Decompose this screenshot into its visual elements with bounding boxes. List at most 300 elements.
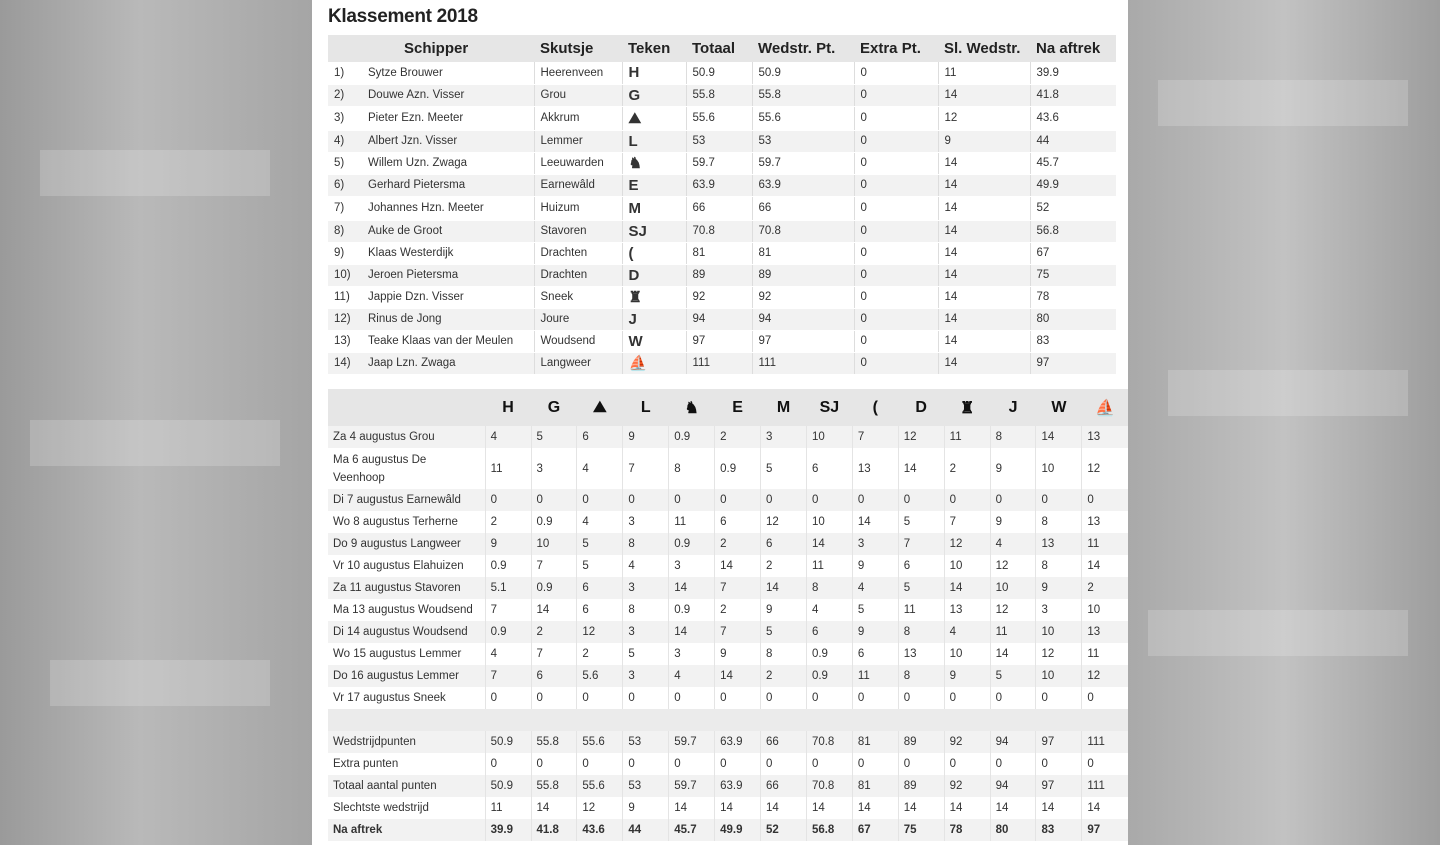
races-cell: 55.8	[531, 775, 577, 797]
ranking-cell-skutsje: Stavoren	[534, 220, 622, 242]
ranking-cell-wedstr: 97	[752, 330, 854, 352]
races-cell: 50.9	[485, 775, 531, 797]
races-cell: 0	[1082, 489, 1128, 511]
races-row-label: Slechtste wedstrijd	[328, 797, 485, 819]
ranking-cell-extra: 0	[854, 308, 938, 330]
ranking-cell-wedstr: 94	[752, 308, 854, 330]
ranking-cell-extra: 0	[854, 152, 938, 174]
races-cell: 0.9	[715, 448, 761, 489]
races-row	[328, 731, 1128, 753]
ranking-cell-teken: ♜	[622, 286, 686, 308]
races-cell: 13	[898, 643, 944, 665]
races-cell: 0	[577, 489, 623, 511]
ranking-cell-pos: 2)	[328, 84, 360, 106]
races-cell: 4	[669, 665, 715, 687]
ranking-cell-totaal: 97	[686, 330, 752, 352]
races-row-label: Vr 10 augustus Elahuizen	[328, 555, 485, 577]
ranking-cell-skutsje: Lemmer	[534, 130, 622, 152]
ranking-cell-schipper: Klaas Westerdijk	[360, 242, 534, 264]
races-cell: 55.6	[577, 775, 623, 797]
ranking-row	[328, 264, 1116, 286]
races-cell: 52	[761, 819, 807, 841]
ranking-cell-totaal: 66	[686, 196, 752, 220]
ranking-row	[328, 286, 1116, 308]
races-cell: 97	[1036, 731, 1082, 753]
races-cell: 4	[806, 599, 852, 621]
races-row-label: Wo 15 augustus Lemmer	[328, 643, 485, 665]
races-cell: 14	[669, 797, 715, 819]
ranking-cell-wedstr: 59.7	[752, 152, 854, 174]
ranking-row	[328, 330, 1116, 352]
races-row-label: Do 9 augustus Langweer	[328, 533, 485, 555]
ranking-cell-schipper: Pieter Ezn. Meeter	[360, 106, 534, 130]
races-cell: 12	[577, 797, 623, 819]
races-cell: 0	[806, 753, 852, 775]
ranking-cell-skutsje: Huizum	[534, 196, 622, 220]
races-cell: 111	[1082, 731, 1128, 753]
races-cell: 5	[852, 599, 898, 621]
ranking-cell-totaal: 81	[686, 242, 752, 264]
races-cell: 7	[485, 599, 531, 621]
races-cell: 8	[1036, 555, 1082, 577]
races-cell: 8	[898, 621, 944, 643]
races-cell: 8	[1036, 511, 1082, 533]
races-row-label: Na aftrek	[328, 819, 485, 841]
ranking-cell-extra: 0	[854, 352, 938, 374]
ranking-cell-sl: 9	[938, 130, 1030, 152]
ranking-cell-extra: 0	[854, 130, 938, 152]
races-header-symbol: ⛵	[1082, 389, 1128, 426]
races-cell: 53	[623, 775, 669, 797]
ranking-cell-extra: 0	[854, 62, 938, 84]
races-cell: 6	[577, 426, 623, 448]
ranking-cell-totaal: 111	[686, 352, 752, 374]
races-cell: 11	[852, 665, 898, 687]
races-cell: 0	[1036, 489, 1082, 511]
races-cell: 0	[669, 753, 715, 775]
ranking-row	[328, 196, 1116, 220]
races-cell: 9	[1036, 577, 1082, 599]
races-cell: 45.7	[669, 819, 715, 841]
ranking-cell-schipper: Jappie Dzn. Visser	[360, 286, 534, 308]
races-cell: 0	[531, 753, 577, 775]
races-cell: 2	[715, 426, 761, 448]
background-blur-left	[0, 0, 312, 845]
races-cell: 5.6	[577, 665, 623, 687]
ranking-header-row	[328, 35, 1116, 62]
races-row	[328, 426, 1128, 448]
ranking-cell-sl: 14	[938, 242, 1030, 264]
ranking-cell-extra: 0	[854, 330, 938, 352]
races-cell: 6	[531, 665, 577, 687]
ranking-cell-schipper: Jaap Lzn. Zwaga	[360, 352, 534, 374]
ranking-cell-skutsje: Joure	[534, 308, 622, 330]
races-cell: 14	[1082, 797, 1128, 819]
races-cell: 0	[485, 753, 531, 775]
blur-band	[1158, 80, 1408, 126]
races-cell: 14	[990, 797, 1036, 819]
races-cell: 0.9	[669, 533, 715, 555]
ranking-header-teken: Teken	[622, 35, 686, 62]
ranking-cell-wedstr: 63.9	[752, 174, 854, 196]
races-cell: 10	[1082, 599, 1128, 621]
races-cell: 81	[852, 731, 898, 753]
races-cell: 0	[577, 687, 623, 709]
ranking-cell-na: 56.8	[1030, 220, 1116, 242]
races-row	[328, 753, 1128, 775]
races-cell: 2	[944, 448, 990, 489]
ranking-row	[328, 106, 1116, 130]
ranking-cell-pos: 10)	[328, 264, 360, 286]
ranking-cell-totaal: 94	[686, 308, 752, 330]
ranking-cell-na: 43.6	[1030, 106, 1116, 130]
ranking-row	[328, 62, 1116, 84]
races-cell: 11	[944, 426, 990, 448]
races-row-label: Di 14 augustus Woudsend	[328, 621, 485, 643]
races-cell: 9	[715, 643, 761, 665]
races-cell: 14	[1036, 426, 1082, 448]
ranking-row	[328, 130, 1116, 152]
races-cell: 4	[944, 621, 990, 643]
races-cell: 4	[577, 511, 623, 533]
races-cell: 2	[577, 643, 623, 665]
races-cell: 0	[531, 687, 577, 709]
races-cell: 0	[669, 489, 715, 511]
ranking-cell-wedstr: 50.9	[752, 62, 854, 84]
races-cell: 80	[990, 819, 1036, 841]
ranking-cell-sl: 12	[938, 106, 1030, 130]
races-row	[328, 599, 1128, 621]
races-cell: 12	[990, 599, 1036, 621]
races-cell: 0	[990, 489, 1036, 511]
races-cell: 14	[898, 797, 944, 819]
races-header-symbol: ⛰	[577, 389, 623, 426]
ranking-cell-totaal: 63.9	[686, 174, 752, 196]
races-cell: 14	[1082, 555, 1128, 577]
races-cell: 13	[1082, 511, 1128, 533]
races-cell: 3	[623, 665, 669, 687]
races-cell: 83	[1036, 819, 1082, 841]
races-row-label: Ma 13 augustus Woudsend	[328, 599, 485, 621]
races-cell: 5	[577, 555, 623, 577]
ranking-cell-skutsje: Heerenveen	[534, 62, 622, 84]
ranking-cell-na: 78	[1030, 286, 1116, 308]
races-cell: 10	[806, 426, 852, 448]
races-cell: 89	[898, 775, 944, 797]
races-cell: 0	[852, 687, 898, 709]
ranking-cell-sl: 11	[938, 62, 1030, 84]
ranking-cell-pos: 4)	[328, 130, 360, 152]
races-cell: 10	[1036, 665, 1082, 687]
ranking-cell-totaal: 53	[686, 130, 752, 152]
races-cell: 11	[485, 797, 531, 819]
ranking-cell-skutsje: Earnewâld	[534, 174, 622, 196]
ranking-cell-pos: 3)	[328, 106, 360, 130]
races-cell: 0	[898, 753, 944, 775]
ranking-cell-wedstr: 70.8	[752, 220, 854, 242]
races-cell: 2	[1082, 577, 1128, 599]
races-cell: 5	[531, 426, 577, 448]
ranking-header-na: Na aftrek	[1030, 35, 1116, 62]
races-cell: 3	[669, 643, 715, 665]
races-row-label: Ma 6 augustus De Veenhoop	[328, 448, 485, 489]
races-cell: 44	[623, 819, 669, 841]
ranking-cell-teken: SJ	[622, 220, 686, 242]
races-row-label: Za 4 augustus Grou	[328, 426, 485, 448]
races-cell: 14	[944, 797, 990, 819]
races-cell: 0	[761, 489, 807, 511]
ranking-cell-pos: 6)	[328, 174, 360, 196]
ranking-cell-teken: (	[622, 242, 686, 264]
races-spacer	[328, 709, 1128, 731]
ranking-cell-skutsje: Drachten	[534, 242, 622, 264]
ranking-cell-pos: 11)	[328, 286, 360, 308]
races-cell: 11	[669, 511, 715, 533]
ranking-cell-pos: 13)	[328, 330, 360, 352]
races-cell: 9	[623, 797, 669, 819]
ranking-cell-totaal: 50.9	[686, 62, 752, 84]
races-cell: 94	[990, 731, 1036, 753]
races-cell: 10	[531, 533, 577, 555]
ranking-cell-totaal: 70.8	[686, 220, 752, 242]
races-cell: 43.6	[577, 819, 623, 841]
races-row-label: Vr 17 augustus Sneek	[328, 687, 485, 709]
races-cell: 11	[485, 448, 531, 489]
races-cell: 0	[852, 753, 898, 775]
races-cell: 10	[1036, 448, 1082, 489]
races-cell: 2	[531, 621, 577, 643]
races-cell: 0.9	[806, 665, 852, 687]
races-cell: 5	[623, 643, 669, 665]
ranking-cell-schipper: Teake Klaas van der Meulen	[360, 330, 534, 352]
races-cell: 3	[852, 533, 898, 555]
races-cell: 6	[761, 533, 807, 555]
races-cell: 7	[715, 577, 761, 599]
races-cell: 0	[990, 753, 1036, 775]
races-row	[328, 489, 1128, 511]
races-cell: 55.8	[531, 731, 577, 753]
races-cell: 8	[623, 599, 669, 621]
ranking-cell-schipper: Willem Uzn. Zwaga	[360, 152, 534, 174]
ranking-cell-na: 75	[1030, 264, 1116, 286]
races-cell: 0	[1082, 753, 1128, 775]
blur-band	[1168, 370, 1408, 416]
standings-panel	[312, 0, 1128, 845]
blur-band	[40, 150, 270, 196]
ranking-cell-totaal: 59.7	[686, 152, 752, 174]
ranking-cell-teken: ♞	[622, 152, 686, 174]
races-cell: 10	[990, 577, 1036, 599]
ranking-cell-schipper: Johannes Hzn. Meeter	[360, 196, 534, 220]
races-cell: 0	[852, 489, 898, 511]
ranking-cell-na: 67	[1030, 242, 1116, 264]
races-cell: 2	[761, 555, 807, 577]
races-cell: 3	[669, 555, 715, 577]
ranking-cell-sl: 14	[938, 84, 1030, 106]
races-cell: 5	[990, 665, 1036, 687]
races-cell: 12	[1082, 448, 1128, 489]
races-cell: 59.7	[669, 731, 715, 753]
races-cell: 13	[944, 599, 990, 621]
ranking-cell-sl: 14	[938, 286, 1030, 308]
races-row	[328, 448, 1128, 489]
races-header-row	[328, 389, 1128, 426]
races-header-symbol: ♞	[669, 389, 715, 426]
races-cell: 2	[485, 511, 531, 533]
races-cell: 0	[623, 489, 669, 511]
ranking-cell-na: 41.8	[1030, 84, 1116, 106]
races-cell: 0	[944, 687, 990, 709]
ranking-cell-sl: 14	[938, 152, 1030, 174]
races-cell: 14	[761, 577, 807, 599]
races-header-symbol: E	[715, 389, 761, 426]
blur-band	[1148, 610, 1408, 656]
races-cell: 7	[485, 665, 531, 687]
ranking-cell-teken: D	[622, 264, 686, 286]
races-cell: 9	[944, 665, 990, 687]
blur-band	[50, 660, 270, 706]
races-cell: 7	[898, 533, 944, 555]
races-cell: 0	[669, 687, 715, 709]
ranking-row	[328, 352, 1116, 374]
page-title: Klassement 2018	[328, 6, 478, 27]
races-cell: 0	[1082, 687, 1128, 709]
races-cell: 3	[623, 621, 669, 643]
races-row-label: Totaal aantal punten	[328, 775, 485, 797]
ranking-cell-sl: 14	[938, 308, 1030, 330]
races-cell: 97	[1036, 775, 1082, 797]
ranking-cell-sl: 14	[938, 330, 1030, 352]
ranking-cell-pos: 12)	[328, 308, 360, 330]
races-row	[328, 533, 1128, 555]
races-cell: 0	[944, 489, 990, 511]
races-cell: 67	[852, 819, 898, 841]
races-cell: 14	[806, 797, 852, 819]
races-spacer-cell	[328, 709, 1128, 731]
ranking-cell-teken: E	[622, 174, 686, 196]
races-cell: 5.1	[485, 577, 531, 599]
races-cell: 97	[1082, 819, 1128, 841]
ranking-cell-extra: 0	[854, 106, 938, 130]
races-row	[328, 819, 1128, 841]
races-header-symbol: L	[623, 389, 669, 426]
races-cell: 11	[806, 555, 852, 577]
ranking-cell-extra: 0	[854, 220, 938, 242]
races-cell: 0	[715, 753, 761, 775]
races-cell: 53	[623, 731, 669, 753]
races-header-symbol: J	[990, 389, 1036, 426]
races-cell: 0.9	[669, 599, 715, 621]
races-cell: 0	[990, 687, 1036, 709]
races-cell: 0.9	[806, 643, 852, 665]
races-cell: 0	[898, 489, 944, 511]
races-cell: 0	[761, 753, 807, 775]
ranking-cell-sl: 14	[938, 264, 1030, 286]
races-row-label: Wedstrijdpunten	[328, 731, 485, 753]
races-cell: 55.6	[577, 731, 623, 753]
races-cell: 14	[531, 797, 577, 819]
races-cell: 39.9	[485, 819, 531, 841]
ranking-cell-extra: 0	[854, 242, 938, 264]
ranking-cell-teken: M	[622, 196, 686, 220]
ranking-cell-skutsje: Langweer	[534, 352, 622, 374]
ranking-row	[328, 308, 1116, 330]
races-cell: 0	[623, 753, 669, 775]
races-cell: 75	[898, 819, 944, 841]
ranking-row	[328, 242, 1116, 264]
races-cell: 2	[715, 533, 761, 555]
ranking-cell-extra: 0	[854, 84, 938, 106]
blur-band	[30, 420, 280, 466]
races-cell: 49.9	[715, 819, 761, 841]
races-cell: 0	[761, 687, 807, 709]
ranking-cell-skutsje: Drachten	[534, 264, 622, 286]
ranking-cell-totaal: 55.8	[686, 84, 752, 106]
races-row	[328, 775, 1128, 797]
ranking-cell-wedstr: 89	[752, 264, 854, 286]
ranking-header-wedstr: Wedstr. Pt.	[752, 35, 854, 62]
races-cell: 11	[1082, 533, 1128, 555]
races-cell: 59.7	[669, 775, 715, 797]
races-cell: 9	[623, 426, 669, 448]
races-cell: 11	[898, 599, 944, 621]
races-cell: 14	[715, 665, 761, 687]
races-cell: 13	[1082, 426, 1128, 448]
ranking-body	[328, 62, 1116, 374]
races-cell: 4	[623, 555, 669, 577]
races-cell: 4	[485, 426, 531, 448]
races-cell: 14	[990, 643, 1036, 665]
races-cell: 5	[761, 621, 807, 643]
ranking-cell-wedstr: 92	[752, 286, 854, 308]
races-header-symbol: (	[852, 389, 898, 426]
ranking-cell-schipper: Albert Jzn. Visser	[360, 130, 534, 152]
races-cell: 9	[990, 448, 1036, 489]
races-cell: 14	[852, 797, 898, 819]
races-row	[328, 643, 1128, 665]
ranking-row	[328, 152, 1116, 174]
races-cell: 8	[623, 533, 669, 555]
races-header-symbol: H	[485, 389, 531, 426]
races-cell: 12	[944, 533, 990, 555]
races-cell: 10	[1036, 621, 1082, 643]
ranking-table	[328, 35, 1116, 375]
races-cell: 0.9	[531, 511, 577, 533]
races-row	[328, 555, 1128, 577]
races-cell: 10	[944, 643, 990, 665]
races-cell: 13	[852, 448, 898, 489]
races-cell: 5	[577, 533, 623, 555]
races-cell: 8	[669, 448, 715, 489]
races-cell: 0	[898, 687, 944, 709]
ranking-cell-na: 39.9	[1030, 62, 1116, 84]
races-cell: 12	[898, 426, 944, 448]
races-cell: 10	[944, 555, 990, 577]
races-cell: 9	[852, 555, 898, 577]
ranking-row	[328, 84, 1116, 106]
races-cell: 3	[623, 577, 669, 599]
ranking-cell-teken: W	[622, 330, 686, 352]
races-cell: 8	[898, 665, 944, 687]
ranking-cell-wedstr: 55.8	[752, 84, 854, 106]
races-cell: 6	[852, 643, 898, 665]
races-cell: 94	[990, 775, 1036, 797]
races-cell: 5	[761, 448, 807, 489]
races-cell: 0	[1036, 687, 1082, 709]
races-row-label: Di 7 augustus Earnewâld	[328, 489, 485, 511]
ranking-cell-skutsje: Grou	[534, 84, 622, 106]
ranking-cell-na: 49.9	[1030, 174, 1116, 196]
